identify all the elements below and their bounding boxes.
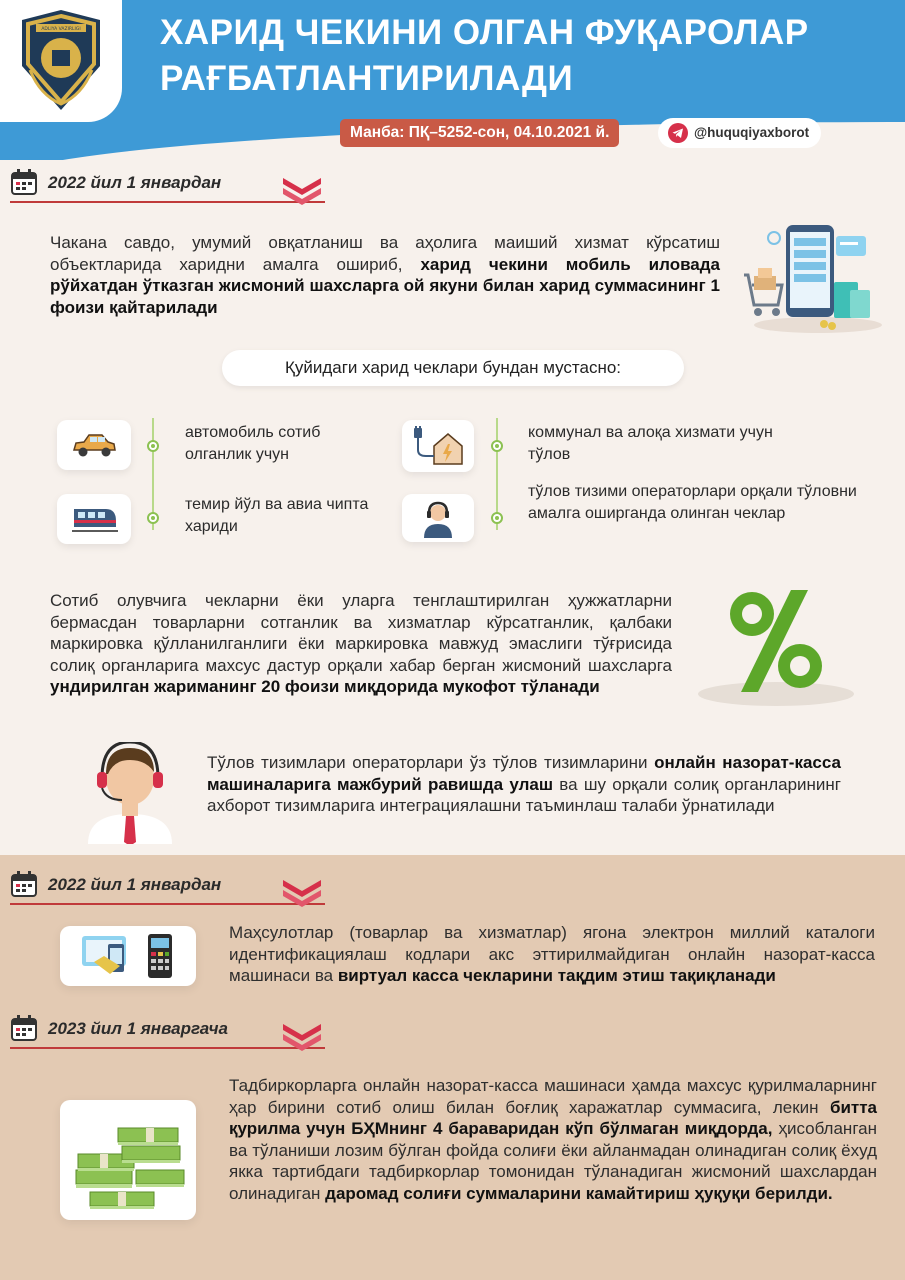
section2-date: 2022 йил 1 январдан (48, 875, 222, 894)
call-operator-icon (80, 742, 180, 844)
section3-paragraph: Тадбиркорларга онлайн назорат-касса машинаси ҳамда махсус қурилмаларнинг ҳар бирини сотиб олиш билан боғлиқ харажатлар суммасига, лекин битта қурилма учун БҲМнинг 4 бараваридан кўп бўлмаган миқдорда, ҳисобланган ва тўланиши лозим бўлган фойда солиғи ёки айланмадан олинадиган солиқ ёхуд якка тартибдаги тадбиркорлар томонидан тўланадиган жисмоний шахслардан олинадиган даромад солиғи суммаларини камайтириш ҳуқуқи берилди. (229, 1076, 877, 1203)
timeline-dot (147, 440, 159, 452)
page-title: ХАРИД ЧЕКИНИ ОЛГАН ФУҚАРОЛАР РАҒБАТЛАНТИРИЛАДИ (160, 13, 809, 98)
telegram-badge[interactable] (658, 118, 821, 148)
utility-icon (412, 426, 464, 466)
reward-paragraph: Сотиб олувчига чекларни ёки уларга тенглаштирилган ҳужжатларни бермасдан товарларни сотганлик ва хизматлар кўрсатганлик, қалбаки маркировка қўлланилганлиги ёки маркировка мавжуд эмаслиги тўғрисида солиқ органларига махсус дастур орқали хабар берган жисмоний шахсларга ундирилган жариманинг 20 фоизи миқдорида мукофот тўланади (50, 591, 672, 696)
timeline-dot (491, 512, 503, 524)
logo-container (0, 0, 122, 122)
exception-text-operator: тўлов тизими операторлари орқали тўловни амалга оширганда олинган чеклар (528, 483, 857, 522)
exception-text-utility: коммунал ва алоқа хизмати учун тўлов (528, 424, 773, 463)
money-card (60, 1100, 196, 1220)
exception-text-car: автомобиль сотиб олганлик учун (185, 424, 321, 463)
money-stack-icon (60, 1100, 196, 1220)
section3-date: 2023 йил 1 январгача (48, 1019, 228, 1038)
exception-card-utility (402, 420, 474, 472)
telegram-handle: @huquqiyaxborot (694, 125, 810, 140)
chevron-down-icon (281, 1022, 323, 1054)
section3-date-row (10, 1012, 325, 1048)
timeline-dot (491, 440, 503, 452)
timeline-dot (147, 512, 159, 524)
calendar-icon (10, 168, 38, 196)
chevron-down-icon (281, 176, 323, 208)
percent-icon (696, 584, 858, 710)
exception-card-operator (402, 494, 474, 542)
ministry-logo (0, 0, 122, 122)
section1-date: 2022 йил 1 январдан (48, 173, 222, 192)
section1-intro: Чакана савдо, умумий овқатланиш ва аҳолига маиший хизмат кўрсатиш объектларида харидни амалга ошириб, харид чекини мобиль иловада рўйхатдан ўтказган жисмоний шахсларга ой якуни билан харид суммасининг 1 фоизи қайтарилади (50, 233, 721, 317)
section2-date-row (10, 868, 325, 904)
operator-icon (418, 498, 458, 538)
pos-terminal-icon (60, 926, 196, 986)
calendar-icon (10, 870, 38, 898)
telegram-icon (668, 123, 688, 143)
section2-paragraph: Маҳсулотлар (товарлар ва хизматлар) ягона электрон миллий каталоги идентификациялаш кодлари акс эттирилмайдиган онлайн назорат-касса машинаси ва виртуал касса чекларини тақдим этиш тақиқланади (229, 923, 875, 985)
pos-terminal-card (60, 926, 196, 986)
date-underline (10, 1047, 325, 1049)
calendar-icon (10, 1014, 38, 1042)
date-underline (10, 201, 325, 203)
source-badge: Манба: ПҚ–5252-сон, 04.10.2021 й. (340, 119, 619, 147)
date-underline (10, 903, 325, 905)
car-icon (70, 430, 118, 460)
logo-lettering: ADLIYA VAZIRLIGI (41, 27, 81, 32)
mobile-shopping-icon (738, 220, 886, 335)
exception-card-train (57, 494, 131, 544)
exceptions-title: Қуйидаги харид чеклари бундан мустасно: (222, 350, 684, 386)
operators-paragraph: Тўлов тизимлари операторлари ўз тўлов тизимларини онлайн назорат-касса машиналарига мажбурий равишда улаш ва шу орқали солиқ органларининг ахборот тизимларига интеграциялашни таъминлаш талаби ўрнатилади (207, 753, 841, 815)
train-icon (70, 503, 118, 535)
chevron-down-icon (281, 878, 323, 910)
exception-card-car (57, 420, 131, 470)
section1-date-row (10, 166, 325, 202)
exception-text-train: темир йўл ва авиа чипта хариди (185, 496, 369, 535)
